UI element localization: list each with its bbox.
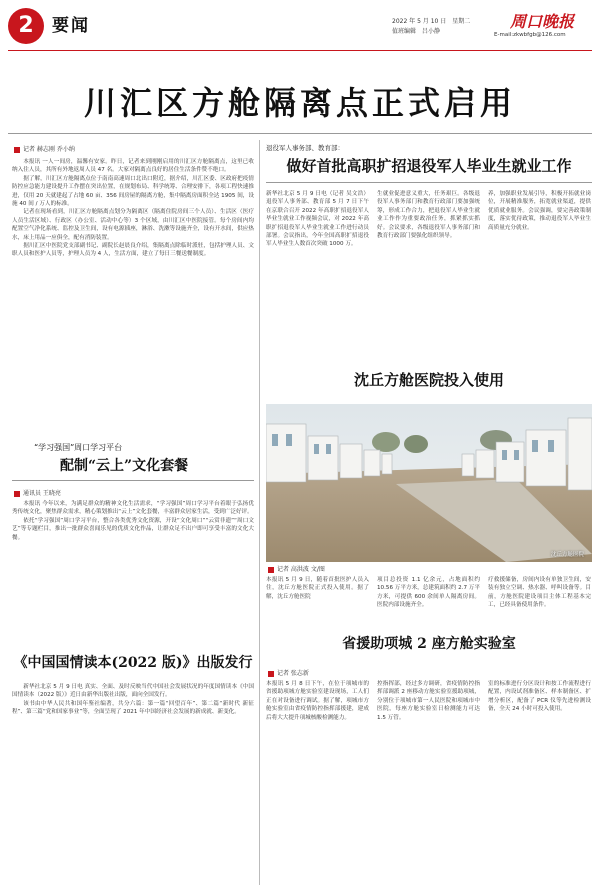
- right3-column: 室的标准进行分区设计和按工作流程进行配置，内设试剂准备区、样本制备区、扩增分析区，配备了 PCR 仪等先进检测设备，全天 24 小时可投入使用。: [488, 681, 591, 713]
- right1-column: 新华社北京 5 月 9 日电（记者 吴文浩）退役军人事务部、教育部 5 月 7 日下午在京联合召开 2022 年高职扩招退役军人毕业生就业工作视频会议，对 2022 年高职扩招退役军人毕业生就业工作进行动员部署。会议指出，今年全国高职扩招退役军人毕业生人数首次突破 1000 万。: [266, 191, 369, 248]
- article1-body: [12, 158, 254, 259]
- byline-text: 记者 张志新: [277, 670, 309, 677]
- paragraph: 据了解，川汇区方舱隔离点位于南南高速周口北出口附近，据介绍，川汇区委、区政府把疫情防控应急能力建设提升工作摆在突出位置，在规划布局、科学统筹、合理安排下，各项工程快速推进，仅用 20 天就建起了占地 60 亩、356 间房屋的隔离方舱，集中隔离房面积全达 1905 间，设施 40 间 / 万人的标准。: [12, 175, 254, 207]
- paragraph: 本报讯 今年以来，为满足群众的精神文化生活需求，“学习强国”周口学习平台着眼于弘扬优秀传统文化，聚焦群众需求，精心策划推出“云上”文化套餐，丰富群众居家生活，受到广泛好评。: [12, 501, 254, 516]
- right1-kicker: 退役军人事务部、教育部：: [266, 144, 344, 152]
- article2-body: [12, 500, 254, 542]
- byline-text: 记者 赫志刚 乔小纳: [23, 146, 75, 153]
- right1-column: 养，加强职业发展引导，积极开拓就业岗位，开展精准服务，拓宽就业渠道，提供优质就业服务。会议强调，要完善政策制度，落实优待政策，推动退役军人毕业生高质量充分就业。: [488, 191, 591, 231]
- paragraph: 该书由中华人民共和国年鉴社编著，共分六篇：第一篇“回望百年”、第二篇“新时代 新征程”、第三篇“党和国家事业”等，全面呈现了 2021 年中国经济社会发展的新成就、新变化。: [12, 700, 254, 716]
- right2-byline: [268, 566, 325, 575]
- paragraph: 依托“学习强国”周口学习平台，整合各类优秀文化资源，开设“文化周口”“云赏非遗”“周口文艺”等专题栏目，推出一批群众喜闻乐见的优质文化作品，让群众足不出户即可享受丰富的文化大餐。: [12, 517, 254, 541]
- article3-body: [12, 683, 254, 717]
- right2-title: 沈丘方舱医院投入使用: [353, 371, 504, 389]
- right3-title: 省援助项城 2 座方舱实验室: [342, 636, 516, 652]
- right3-byline: [268, 670, 309, 679]
- article3-title: 《中国国情读本(2022 版)》出版发行: [13, 655, 253, 671]
- article2-kicker: “学习强国”周口学习平台: [34, 443, 123, 452]
- right2-column: 本报讯 5 月 9 日，随着首批医护人员入住，沈丘方舱医院正式投入使用。据了解，沈丘方舱医院: [266, 577, 369, 600]
- byline-marker-icon: [14, 491, 20, 497]
- byline-marker-icon: [268, 567, 274, 573]
- photo-illustration: [266, 404, 592, 562]
- right3-column: 控指挥部，经过多方调研，省疫情防控指挥部调派 2 座移动方舱实验室援助项城，分别位于项城市第一人民医院和项城市中医院，每座方舱实验室日检测能力可达 1.5 万管。: [377, 681, 480, 721]
- header-divider: [8, 50, 592, 51]
- right1-column: 生就业促进意义重大，任务艰巨。各级退役军人事务部门和教育行政部门要加强统筹，形成工作合力，把退役军人毕业生就业工作作为重要政治任务，抓紧抓实抓好。会议要求，各级退役军人事务部门和教育行政部门要强化组织领导。: [377, 191, 480, 239]
- photo-caption: 沈丘方舱医院: [550, 552, 584, 558]
- article2-title: 配制“云上”文化套餐: [60, 458, 189, 474]
- page-number-badge: 2: [8, 8, 44, 44]
- paragraph: 本报讯 一人一间房，温馨有安家。昨日，记者来到刚刚启用的川汇区方舱隔离点，这里已收纳入住人员，其所有外地返周人员 47 名。大家对隔离点良好的居住生活条件赞不绝口。: [12, 159, 254, 174]
- newspaper-logo: 周口晚报: [510, 12, 575, 31]
- article1-byline: [14, 146, 75, 155]
- paragraph: 新华社北京 5 月 9 日电 真实、全面、及时反映当代中国社会发展状况的年度国情读本《中国国情读本（2022 版）》近日由新华出版社出版，面向全国发行。: [12, 684, 254, 699]
- field-hospital-photo: [266, 404, 592, 562]
- main-headline: 川汇区方舱隔离点正式启用: [83, 84, 516, 122]
- byline-text: 记者 高洪波 文/图: [277, 566, 325, 573]
- byline-marker-icon: [14, 147, 20, 153]
- paragraph: 据川汇区中医院党支部副书记、副院长赵晨良介绍，集隔离点除临时派驻，包括护理人员、文职人员和医护人员等，护理人员为 4 人，生活方面，建立了每日三餐送餐制度。: [12, 242, 254, 258]
- paragraph: 记者在现场看到，川汇区方舱隔离点划分为隔离区（隔离住院房间三个人员）、生活区（医疗人员生活区域）、行政区（办公室、活动中心等）3 个区域，由川汇区中医院接管。每个房间内均配置空气净化系统、监控及卫生间，设有电源插座，淋浴、洗漱等设施齐全，设有开水间，供应热水，床上用品一应俱全，配有消防装置。: [12, 209, 254, 241]
- byline-marker-icon: [268, 671, 274, 677]
- right1-title: 做好首批高职扩招退役军人毕业生就业工作: [286, 157, 572, 175]
- contact-email: E-mail:zkwbfgb@126.com: [494, 32, 566, 38]
- headline-rule: [8, 133, 592, 134]
- editor-credit: 值班编辑 吕小静: [392, 28, 441, 35]
- issue-date: 2022 年 5 月 10 日 星期二: [392, 18, 471, 25]
- article2-title-rule: [12, 480, 254, 481]
- right2-column: 项目总投资 1.1 亿余元，占地面积约 10.56 万平方米，总建筑面积约 2.7 万平方米，可提供 600 余间单人隔离房间。医院内部设施齐全。: [377, 577, 480, 609]
- right3-column: 本报讯 5 月 8 日下午，在位于项城市的省援助项城方舱实验室建设现场，工人们正在对设备进行调试。据了解，项城市方舱实验室由省疫情防控指挥部援建，建成后将大大提升项城核酸检测能力。: [266, 681, 369, 721]
- right1-title-rule: [266, 182, 592, 183]
- byline-text: 通讯员 王晓亮: [23, 490, 61, 497]
- article2-byline: [14, 490, 61, 499]
- section-title: 要闻: [52, 16, 90, 36]
- column-divider: [259, 140, 260, 885]
- right2-column: 疗救援储备，房间内设有单独卫生间，安装有独立空调、热水器、呼叫设备等。目前，方舱医院建设项目主体工程基本完工，已经具备使用条件。: [488, 577, 591, 609]
